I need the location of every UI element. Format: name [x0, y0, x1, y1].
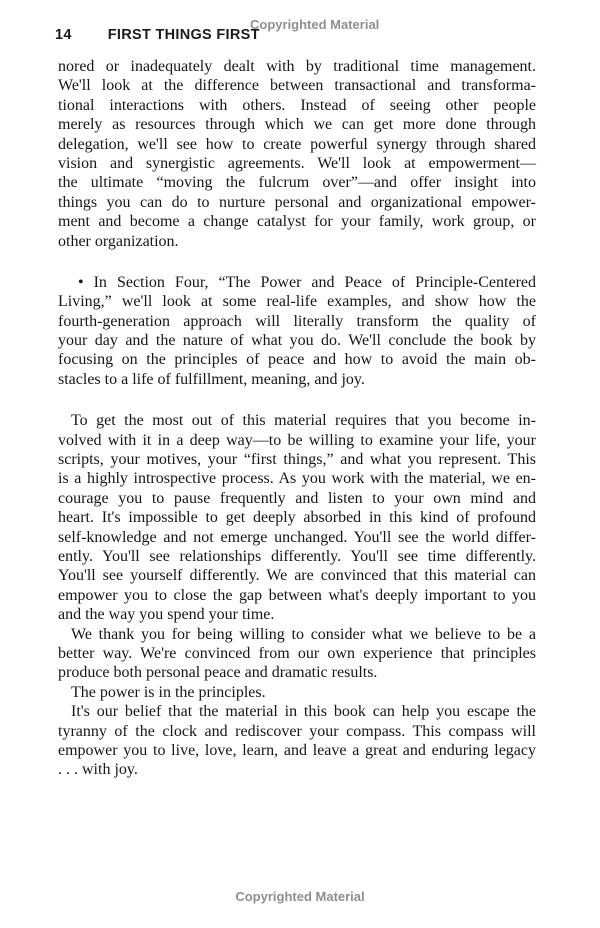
text-line: empower you to live, love, learn, and leave a great and enduring legacy: [58, 741, 536, 759]
bullet-paragraph: [58, 273, 536, 389]
text-line: produce both personal peace and dramatic results.: [58, 664, 378, 682]
text-line: self-knowledge and not emerge unchanged. You'll see the world differ-: [58, 528, 536, 546]
text-line: tional interactions with others. Instead of seeing other people: [58, 96, 536, 114]
text-line: We'll look at the difference between transactional and transforma-: [58, 77, 536, 95]
paragraph: [58, 702, 536, 780]
text-line: We thank you for being willing to consider what we believe to be a: [71, 625, 536, 643]
watermark-top: Copyrighted Material: [250, 17, 380, 32]
text-line: scripts, your motives, your “first things,” and what you represent. This: [58, 451, 536, 469]
text-line: heart. It's impossible to get deeply absorbed in this kind of profound: [58, 509, 536, 527]
text-line: courage you to pause frequently and listen to your own mind and: [58, 489, 536, 507]
text-line: nored or inadequately dealt with by traditional time management.: [58, 58, 536, 75]
text-line: focusing on the principles of peace and how to avoid the main ob-: [58, 351, 536, 369]
paragraph: [58, 683, 536, 702]
text-line: vision and synergistic agreements. We'll look at empowerment—: [58, 154, 536, 172]
text-line: the ultimate “moving the fulcrum over”—and offer insight into: [58, 174, 536, 192]
text-line: volved with it in a deep way—to be willing to examine your life, your: [58, 431, 536, 449]
text-line: ment and become a change catalyst for your family, work group, or: [58, 213, 536, 231]
text-line: It's our belief that the material in this book can help you escape the: [71, 703, 536, 721]
text-line: things you can do to nurture personal and organizational empower-: [58, 193, 536, 211]
text-line: empower you to close the gap between what's deeply important to you: [58, 586, 536, 604]
text-line: your day and the nature of what you do. We'll conclude the book by: [58, 332, 536, 350]
page-header: [55, 27, 260, 43]
text-line: ently. You'll see relationships differently. You'll see time differently.: [58, 547, 536, 565]
text-line: merely as resources through which we can get more done through: [58, 116, 536, 134]
page-number: 14: [55, 27, 72, 43]
text-line: better way. We're convinced from our own experience that principles: [58, 644, 536, 662]
text-line: • In Section Four, “The Power and Peace of Principle-Centered: [78, 273, 536, 291]
paragraph: [58, 57, 536, 251]
text-line: To get the most out of this material requires that you become in-: [71, 412, 536, 430]
text-line: tyranny of the clock and rediscover your compass. This compass will: [58, 722, 536, 740]
text-line: The power is in the principles.: [71, 683, 266, 701]
text-line: fourth-generation approach will literally transform the quality of: [58, 312, 536, 330]
text-line: delegation, we'll see how to create powerful synergy through shared: [58, 135, 536, 153]
text-line: other organization.: [58, 232, 179, 250]
paragraph: [58, 625, 536, 683]
running-title: FIRST THINGS FIRST: [107, 27, 260, 43]
body-text: [58, 57, 536, 780]
text-line: is a highly introspective process. As you work with the material, we en-: [58, 470, 536, 488]
watermark-bottom: Copyrighted Material: [235, 889, 365, 904]
text-line: . . . with joy.: [58, 761, 138, 779]
text-line: You'll see yourself differently. We are convinced that this material can: [58, 567, 536, 585]
paragraph: [58, 411, 536, 624]
text-line: Living,” we'll look at some real-life examples, and show how the: [58, 293, 536, 311]
text-line: and the way you spend your time.: [58, 606, 275, 624]
text-line: stacles to a life of fulfillment, meaning, and joy.: [58, 370, 365, 388]
